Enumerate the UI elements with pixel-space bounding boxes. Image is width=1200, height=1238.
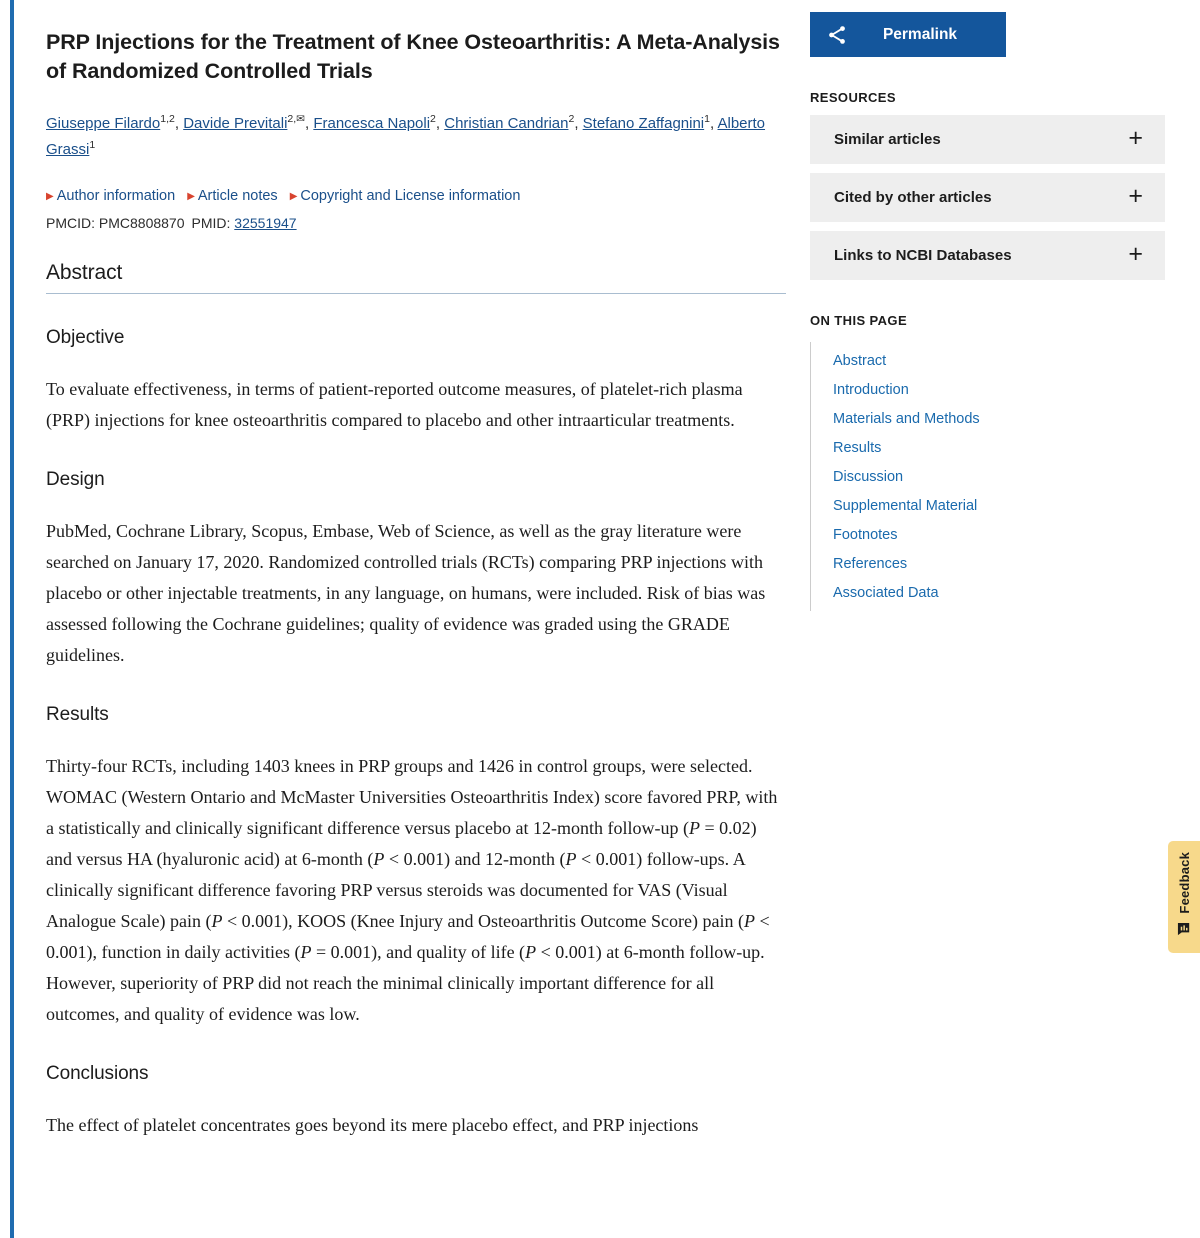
feedback-label: Feedback <box>1176 852 1192 914</box>
toc-item-footnotes[interactable]: Footnotes <box>833 526 898 543</box>
plus-icon[interactable]: + <box>1128 239 1143 268</box>
toc-item-results[interactable]: Results <box>833 439 882 456</box>
article-identifiers <box>46 215 788 231</box>
accordion-similar-articles[interactable] <box>810 115 1165 164</box>
permalink-label: Permalink <box>882 25 958 43</box>
section-heading-results: Results <box>46 704 109 726</box>
toc-item-associated-data[interactable]: Associated Data <box>833 584 939 601</box>
section-heading-conclusions: Conclusions <box>46 1062 149 1084</box>
toc-item-references[interactable]: References <box>833 555 908 572</box>
meta-link-label[interactable]: Author information <box>56 187 176 204</box>
toc-item-supplemental-material[interactable]: Supplemental Material <box>833 497 978 514</box>
accordion-label: Cited by other articles <box>834 189 992 206</box>
author-list <box>46 111 788 164</box>
author-entry <box>183 115 313 132</box>
accordion-label: Links to NCBI Databases <box>834 247 1012 264</box>
table-of-contents <box>810 342 1165 611</box>
author-affiliation: 1,2 <box>160 113 175 126</box>
toc-item-abstract[interactable]: Abstract <box>833 352 887 369</box>
author-link[interactable]: Francesca Napoli <box>313 115 431 133</box>
section-paragraph-results: Thirty-four RCTs, including 1403 knees in PRP groups and 1426 in control groups, were selected. WOMAC (Western Ontario and McMaster Universities Osteoarthritis Index) score favored PRP, with a statistically and clinically significant difference versus placebo at 12-month follow-up (P = 0.02) and versus HA (hyaluronic acid) at 6-month (P < 0.001) and 12-month (P < 0.001) follow-ups. A clinically significant difference favoring PRP versus steroids was documented for VAS (Visual Analogue Scale) pain (P < 0.001), KOOS (Knee Injury and Osteoarthritis Outcome Score) pain (P < 0.001), function in daily activities (P = 0.001), and quality of life (P < 0.001) at 6-month follow-up. However, superiority of PRP did not reach the minimal clinically important difference for all outcomes, and quality of evidence was low. <box>46 756 778 1024</box>
permalink-button[interactable] <box>810 12 1006 57</box>
section-paragraph-conclusions: The effect of platelet concentrates goes beyond its mere placebo effect, and PRP injections <box>46 1114 699 1135</box>
author-affiliation: 1 <box>89 139 96 152</box>
article-meta-links <box>46 186 788 208</box>
section-paragraph-design: PubMed, Cochrane Library, Scopus, Embase, Web of Science, as well as the gray literature were searched on January 17, 2020. Randomized controlled trials (RCTs) comparing PRP injections with placebo or other injectable treatments, in any language, on humans, were included. Risk of bias was assessed following the Cochrane guidelines; quality of evidence was graded using the GRADE guidelines. <box>46 521 766 666</box>
pmid-label: PMID: <box>191 215 231 232</box>
section-paragraph-objective: To evaluate effectiveness, in terms of patient-reported outcome measures, of platelet-rich plasma (PRP) injections for knee osteoarthritis compared to placebo and other intraarticular treatments. <box>46 379 743 431</box>
pmcid-label: PMCID: <box>46 215 95 232</box>
share-icon <box>826 24 848 46</box>
author-entry <box>46 115 183 132</box>
triangle-right-icon: ▶ <box>46 190 54 202</box>
toc-item-discussion[interactable]: Discussion <box>833 468 904 485</box>
author-separator: , <box>174 115 184 133</box>
author-entry <box>444 115 582 132</box>
author-affiliation: 2, <box>287 113 297 126</box>
corresponding-author-envelope-icon[interactable]: ✉ <box>296 113 305 126</box>
author-separator: , <box>574 115 583 133</box>
accordion-label: Similar articles <box>834 131 941 148</box>
plus-icon[interactable]: + <box>1128 181 1143 210</box>
plus-icon[interactable]: + <box>1128 123 1143 152</box>
author-separator: , <box>304 115 314 133</box>
author-entry <box>313 115 444 132</box>
meta-link-copyright[interactable] <box>290 186 521 208</box>
feedback-chart-icon <box>1177 922 1192 937</box>
accordion-links-to-ncbi-databases[interactable] <box>810 231 1165 280</box>
resources-label: RESOURCES <box>810 90 896 105</box>
author-separator: , <box>435 115 445 133</box>
author-link[interactable]: Giuseppe Filardo <box>46 115 161 133</box>
on-this-page-label: ON THIS PAGE <box>810 313 908 328</box>
section-heading-design: Design <box>46 469 105 491</box>
author-entry <box>583 115 718 132</box>
toc-item-introduction[interactable]: Introduction <box>833 381 909 398</box>
article-column <box>46 0 788 1141</box>
author-separator: , <box>709 115 718 133</box>
author-affiliation: 1 <box>704 113 710 126</box>
author-link[interactable]: Stefano Zaffagnini <box>582 115 705 133</box>
author-link[interactable]: Alberto Grassi <box>46 115 766 159</box>
meta-link-article-notes[interactable] <box>187 186 278 208</box>
author-affiliation: 2 <box>430 113 436 126</box>
page-title: PRP Injections for the Treatment of Knee Osteoarthritis: A Meta-Analysis of Randomized Controlled Trials <box>46 30 780 83</box>
author-link[interactable]: Christian Candrian <box>444 115 569 133</box>
meta-link-label[interactable]: Article notes <box>197 187 278 204</box>
abstract-heading: Abstract <box>46 261 786 294</box>
meta-link-author-information[interactable] <box>46 186 175 208</box>
pmid-link[interactable]: 32551947 <box>234 215 297 232</box>
triangle-right-icon: ▶ <box>187 190 195 202</box>
author-link[interactable]: Davide Previtali <box>183 115 288 133</box>
toc-item-materials-and-methods[interactable]: Materials and Methods <box>833 410 980 427</box>
triangle-right-icon: ▶ <box>289 190 298 202</box>
meta-link-label[interactable]: Copyright and License information <box>300 187 521 204</box>
left-page-rail <box>10 0 14 1238</box>
accordion-cited-by-other-articles[interactable] <box>810 173 1165 222</box>
pmcid-value: PMC8808870 <box>98 215 185 232</box>
sidebar-column <box>810 0 1182 611</box>
feedback-tab[interactable] <box>1168 841 1200 953</box>
section-heading-objective: Objective <box>46 327 125 349</box>
author-affiliation: 2 <box>568 113 575 126</box>
